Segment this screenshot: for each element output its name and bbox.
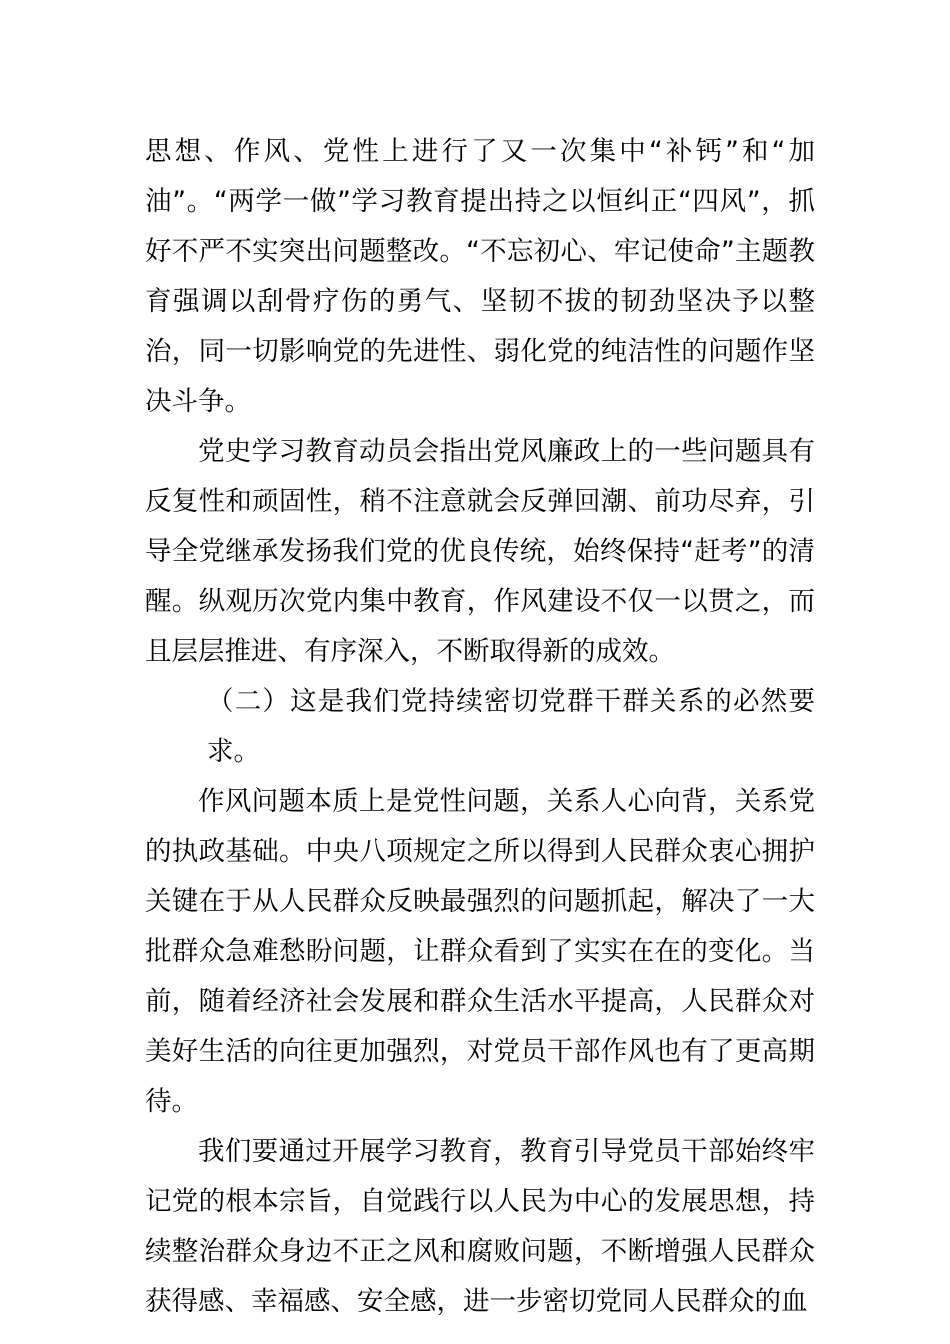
section-heading: （二）这是我们党持续密切党群干群关系的必然要求。 [207,686,815,767]
paragraph-continuation: 思想、作风、党性上进行了又一次集中“补钙”和“加油”。“两学一做”学习教育提出持之以恒纠正“四风”，抓好不严不实突出问题整改。“不忘初心、牢记使命”主题教育强调以刮骨疗伤的勇气、坚韧不拔的韧劲坚决予以整治，同一切影响党的先进性、弱化党的纯洁性的问题作坚决斗争。 [145,136,815,417]
paragraph-party-history: 党史学习教育动员会指出党风廉政上的一些问题具有反复性和顽固性，稍不注意就会反弹回潮、前功尽弃，引导全党继承发扬我们党的优良传统，始终保持“赶考”的清醒。纵观历次党内集中教育，作风建设不仅一以贯之，而且层层推进、有序深入，不断取得新的成效。 [145,436,815,667]
document-body [145,127,815,1327]
paragraph-work-style: 作风问题本质上是党性问题，关系人心向背，关系党的执政基础。中央八项规定之所以得到人民群众衷心拥护关键在于从人民群众反映最强烈的问题抓起，解决了一大批群众急难愁盼问题，让群众看到了实实在在的变化。当前，随着经济社会发展和群众生活水平提高，人民群众对美好生活的向往更加强烈，对党员干部作风也有了更高期待。 [145,786,815,1117]
paragraph-education: 我们要通过开展学习教育，教育引导党员干部始终牢记党的根本宗旨，自觉践行以人民为中心的发展思想，持续整治群众身边不正之风和腐败问题，不断增强人民群众获得感、幸福感、安全感，进一步密切党同人民群众的血 [145,1136,815,1317]
